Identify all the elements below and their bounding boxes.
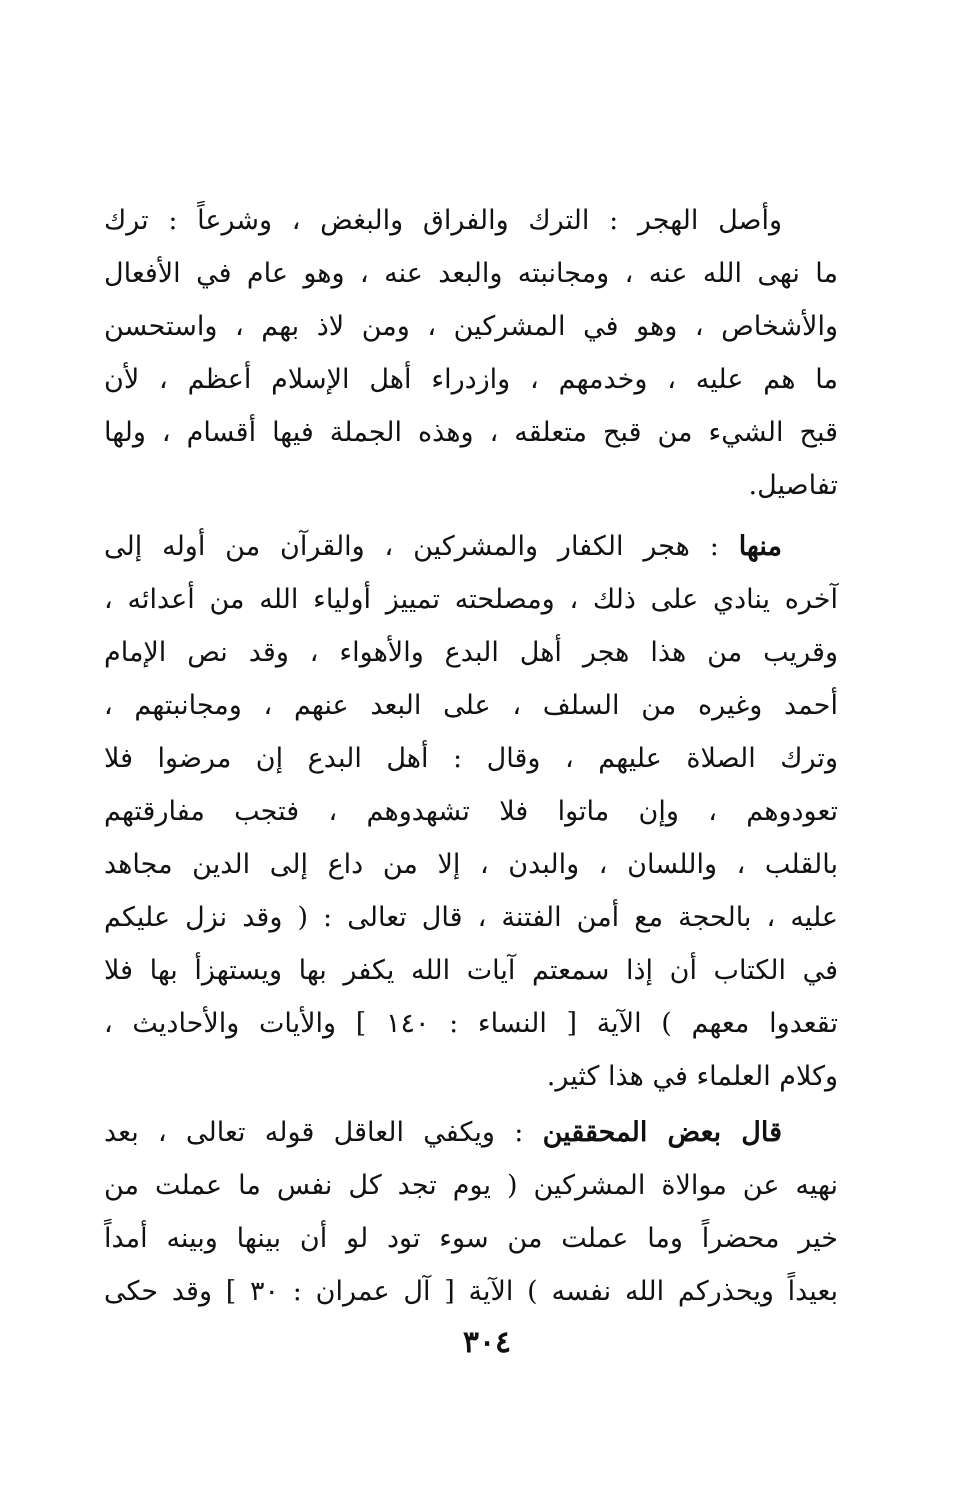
text-line: ما نهى الله عنه ، ومجانبته والبعد عنه ، وهو عام في الأفعال: [104, 258, 838, 289]
text-line: تعودوهم ، وإن ماتوا فلا تشهدوهم ، فتجب مفارقتهم: [104, 796, 838, 827]
paragraph-hajr-definition: [104, 194, 838, 512]
text-line: قبح الشيء من قبح متعلقه ، وهذه الجملة فيها أقسام ، ولها: [104, 417, 838, 448]
text-line: آخره ينادي على ذلك ، ومصلحته تمييز أولياء الله من أعدائه ،: [104, 584, 838, 615]
text-line: أحمد وغيره من السلف ، على البعد عنهم ، ومجانبتهم ،: [104, 690, 838, 721]
text-line: بعيداً ويحذركم الله نفسه ) الآية [ آل عمران : ٣٠ ] وقد حكى: [104, 1276, 838, 1307]
paragraph-scholars-quote: [104, 1106, 838, 1318]
paragraph-lead-phrase: قال بعض المحققين: [542, 1117, 783, 1148]
text-line: [104, 520, 838, 573]
text-line: تقعدوا معهم ) الآية [ النساء : ١٤٠ ] والأيات والأحاديث ،: [104, 1008, 838, 1039]
text-line-rest: : ويكفي العاقل قوله تعالى ، بعد: [104, 1117, 543, 1148]
paragraph-lead-word: منها: [738, 531, 782, 562]
text-line: بالقلب ، واللسان ، والبدن ، إلا من داع إلى الدين مجاهد: [104, 849, 838, 880]
text-line: نهيه عن موالاة المشركين ( يوم تجد كل نفس ما عملت من: [104, 1170, 838, 1201]
text-line: وقريب من هذا هجر أهل البدع والأهواء ، وقد نص الإمام: [104, 637, 838, 668]
text-line: ما هم عليه ، وخدمهم ، وازدراء أهل الإسلام أعظم ، لأن: [104, 364, 838, 395]
text-line-rest: : هجر الكفار والمشركين ، والقرآن من أوله إلى: [104, 531, 739, 562]
text-line: في الكتاب أن إذا سمعتم آيات الله يكفر بها ويستهزأ بها فلا: [104, 955, 838, 986]
text-line: [104, 1106, 838, 1159]
text-line: وأصل الهجر : الترك والفراق والبغض ، وشرعاً : ترك: [104, 205, 782, 236]
page-number: ٣٠٤: [462, 1325, 512, 1360]
text-line: عليه ، بالحجة مع أمن الفتنة ، قال تعالى : ( وقد نزل عليكم: [104, 902, 838, 933]
paragraph-hajr-of-disbelievers: [104, 520, 838, 1103]
text-line: والأشخاص ، وهو في المشركين ، ومن لاذ بهم ، واستحسن: [104, 311, 838, 342]
text-line: وكلام العلماء في هذا كثير.: [546, 1061, 838, 1092]
text-line: خير محضراً وما عملت من سوء تود لو أن بينها وبينه أمداً: [104, 1223, 838, 1254]
text-line: تفاصيل.: [748, 470, 838, 501]
text-line: وترك الصلاة عليهم ، وقال : أهل البدع إن مرضوا فلا: [104, 743, 838, 774]
